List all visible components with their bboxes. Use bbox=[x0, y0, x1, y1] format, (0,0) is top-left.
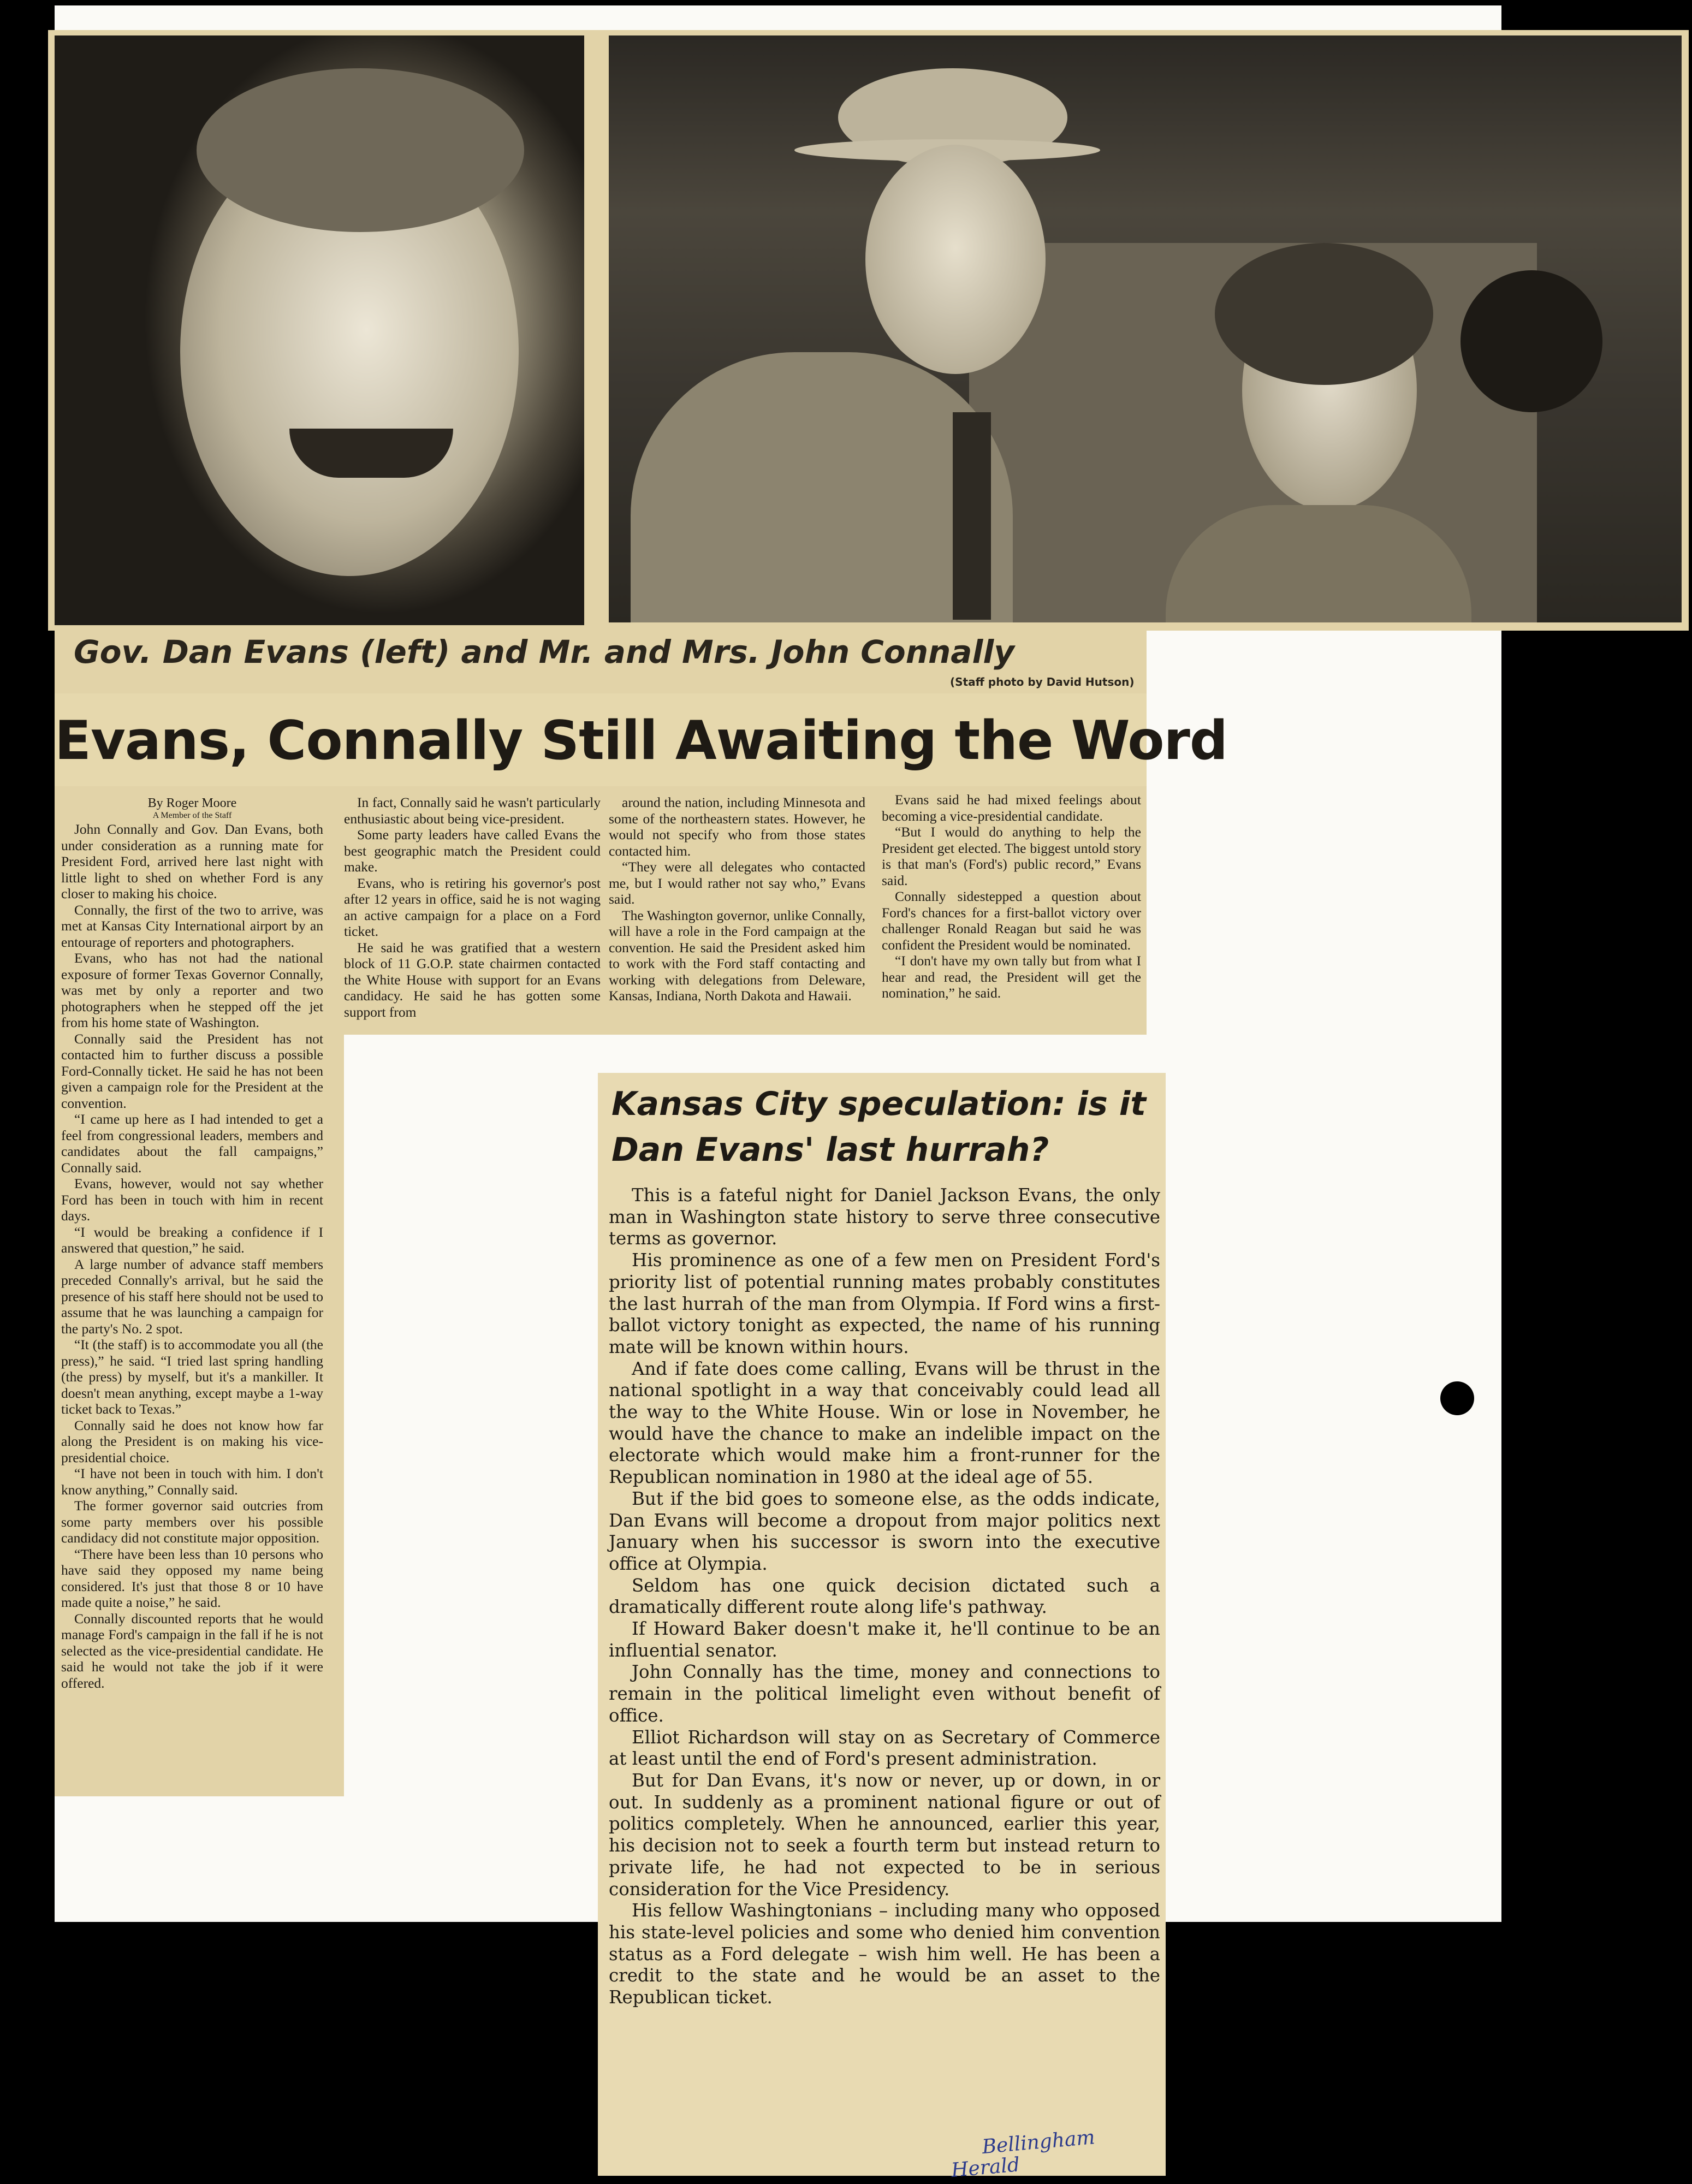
paragraph: Connally, the first of the two to arrive, was met at Kansas City International airport by an entourage of reporters and photographers. bbox=[61, 901, 323, 950]
paragraph: But for Dan Evans, it's now or never, up or down, in or out. In suddenly as a prominent national figure or out of politics completely. When he announced, earlier this year, his decision not to seek a fourth term but instead return to private life, he had not expected to be in serious consideration for the Vice Presidency. bbox=[609, 1770, 1160, 1900]
paragraph: Connally discounted reports that he would manage Ford's campaign in the fall if he is not selected as the vice-presidential candidate. He said he would not take the job if it were offered. bbox=[61, 1610, 323, 1691]
paragraph: Elliot Richardson will stay on as Secretary of Commerce at least until the end of Ford's present administration. bbox=[609, 1726, 1160, 1770]
article1-column-2 bbox=[344, 794, 601, 1020]
paragraph: Evans said he had mixed feelings about becoming a vice-presidential candidate. bbox=[882, 792, 1141, 824]
article1-column-1 bbox=[61, 796, 323, 1691]
article1-column-4 bbox=[882, 792, 1141, 1001]
paragraph: Some party leaders have called Evans the best geographic match the President could make. bbox=[344, 827, 601, 875]
handwritten-line: Bellingham bbox=[981, 2126, 1096, 2159]
paragraph: His prominence as one of a few men on President Ford's priority list of potential running mates probably constitutes the last hurrah of the man from Olympia. If Ford wins a first-ballot victory tonight as expected, the name of his running mate will be known within hours. bbox=[609, 1250, 1160, 1357]
paragraph: This is a fateful night for Daniel Jackson Evans, the only man in Washington state history to serve three consecutive terms as governor. bbox=[609, 1185, 1160, 1249]
paragraph: In fact, Connally said he wasn't particularly enthusiastic about being vice-president. bbox=[344, 794, 601, 827]
paragraph: His fellow Washingtonians – including many who opposed his state-level policies and some who denied him convention status as a Ford delegate – wish him well. He has been a credit to the state and he would be an asset to the Republican ticket. bbox=[609, 1900, 1160, 2008]
paragraph: The former governor said outcries from some party members over his possible candidacy did not constitute major opposition. bbox=[61, 1498, 323, 1546]
paragraph: John Connally has the time, money and connections to remain in the political limelight even without benefit of office. bbox=[609, 1661, 1160, 1726]
photo-caption: Gov. Dan Evans (left) and Mr. and Mrs. John Connally bbox=[74, 633, 1015, 670]
paragraph: Connally said he does not know how far along the President is on making his vice-presidential choice. bbox=[61, 1417, 323, 1465]
paragraph: “There have been less than 10 persons who have said they opposed my name being considered. It's just that those 8 or 10 have made quite a noise,” he said. bbox=[61, 1546, 323, 1610]
handwritten-line: Herald bbox=[950, 2153, 1021, 2182]
byline: By Roger Moore bbox=[147, 796, 237, 810]
paragraph: “I don't have my own tally but from what I hear and read, the President will get the nomination,” he said. bbox=[882, 953, 1141, 1001]
paragraph: If Howard Baker doesn't make it, he'll continue to be an influential senator. bbox=[609, 1618, 1160, 1661]
paragraph: “They were all delegates who contacted me, but I would rather not say who,” Evans said. bbox=[609, 859, 865, 907]
byline-sub: A Member of the Staff bbox=[152, 811, 232, 820]
article1-column-3 bbox=[609, 794, 865, 1004]
paragraph: “It (the staff) is to accommodate you all (the press),” he said. “I tried last spring handling (the press) by myself, but it's a mankiller. It doesn't mean anything, except maybe a 1-way ticket back to Texas.” bbox=[61, 1337, 323, 1417]
photo-credit: (Staff photo by David Hutson) bbox=[950, 675, 1135, 689]
paragraph: Connally said the President has not contacted him to further discuss a possible Ford-Connally ticket. He said he has not been given a campaign role for the President at the convention. bbox=[61, 1030, 323, 1111]
paragraph: Evans, however, would not say whether Ford has been in touch with him in recent days. bbox=[61, 1176, 323, 1224]
paragraph: “But I would do anything to help the President get elected. The biggest untold story is that man's (Ford's) public record,” Evans said. bbox=[882, 824, 1141, 888]
paragraph: But if the bid goes to someone else, as the odds indicate, Dan Evans will become a dropout from major politics next January when his successor is sworn into the executive office at Olympia. bbox=[609, 1488, 1160, 1574]
paragraph: Seldom has one quick decision dictated such a dramatically different route along life's pathway. bbox=[609, 1575, 1160, 1618]
paragraph: around the nation, including Minnesota and some of the northeastern states. However, he would not specify who from those states contacted him. bbox=[609, 794, 865, 859]
paragraph: And if fate does come calling, Evans will be thrust in the national spotlight in a way that conceivably could lead all the way to the White House. Win or lose in November, he would have the chance to make an indelible impact on the electorate which would make him a front-runner for the Republican nomination in 1980 at the ideal age of 55. bbox=[609, 1358, 1160, 1488]
article2-headline: Kansas City speculation: is it Dan Evans' last hurrah? bbox=[612, 1085, 1146, 1169]
punch-hole bbox=[1440, 1381, 1474, 1415]
paragraph: “I have not been in touch with him. I don't know anything,” Connally said. bbox=[61, 1465, 323, 1498]
photo-john-connally bbox=[609, 35, 1682, 622]
article2-body bbox=[609, 1185, 1160, 2009]
photo-dan-evans bbox=[55, 35, 584, 625]
paragraph: A large number of advance staff members preceded Connally's arrival, but he said the presence of his staff here should not be used to assume that he was launching a campaign for the party's No. 2 spot. bbox=[61, 1256, 323, 1337]
paragraph: Evans, who is retiring his governor's post after 12 years in office, said he is not waging an active campaign for a place on a Ford ticket. bbox=[344, 875, 601, 939]
paragraph: The Washington governor, unlike Connally, will have a role in the Ford campaign at the convention. He said the President asked him to work with the Ford staff contacting and working with delegations from Deleware, Kansas, Indiana, North Dakota and Hawaii. bbox=[609, 907, 865, 1004]
paragraph: John Connally and Gov. Dan Evans, both under consideration as a running mate for President Ford, arrived here last night with little light to shed on whether Ford is any closer to making his choice. bbox=[61, 821, 323, 901]
paragraph: Connally sidestepped a question about Ford's chances for a first-ballot victory over challenger Ronald Reagan but said he was confident the President would be nominated. bbox=[882, 888, 1141, 953]
paragraph: “I came up here as I had intended to get a feel from congressional leaders, members and candidates about the fall campaigns,” Connally said. bbox=[61, 1111, 323, 1176]
paragraph: He said he was gratified that a western block of 11 G.O.P. state chairmen contacted the White House with support for an Evans candidacy. He said he has gotten some support from bbox=[344, 939, 601, 1020]
paragraph: “I would be breaking a confidence if I answered that question,” he said. bbox=[61, 1224, 323, 1256]
paragraph: Evans, who has not had the national exposure of former Texas Governor Connally, was met by only a reporter and two photographers when he stepped off the jet from his home state of Washington. bbox=[61, 950, 323, 1030]
article1-headline: Evans, Connally Still Awaiting the Word bbox=[55, 710, 1228, 772]
